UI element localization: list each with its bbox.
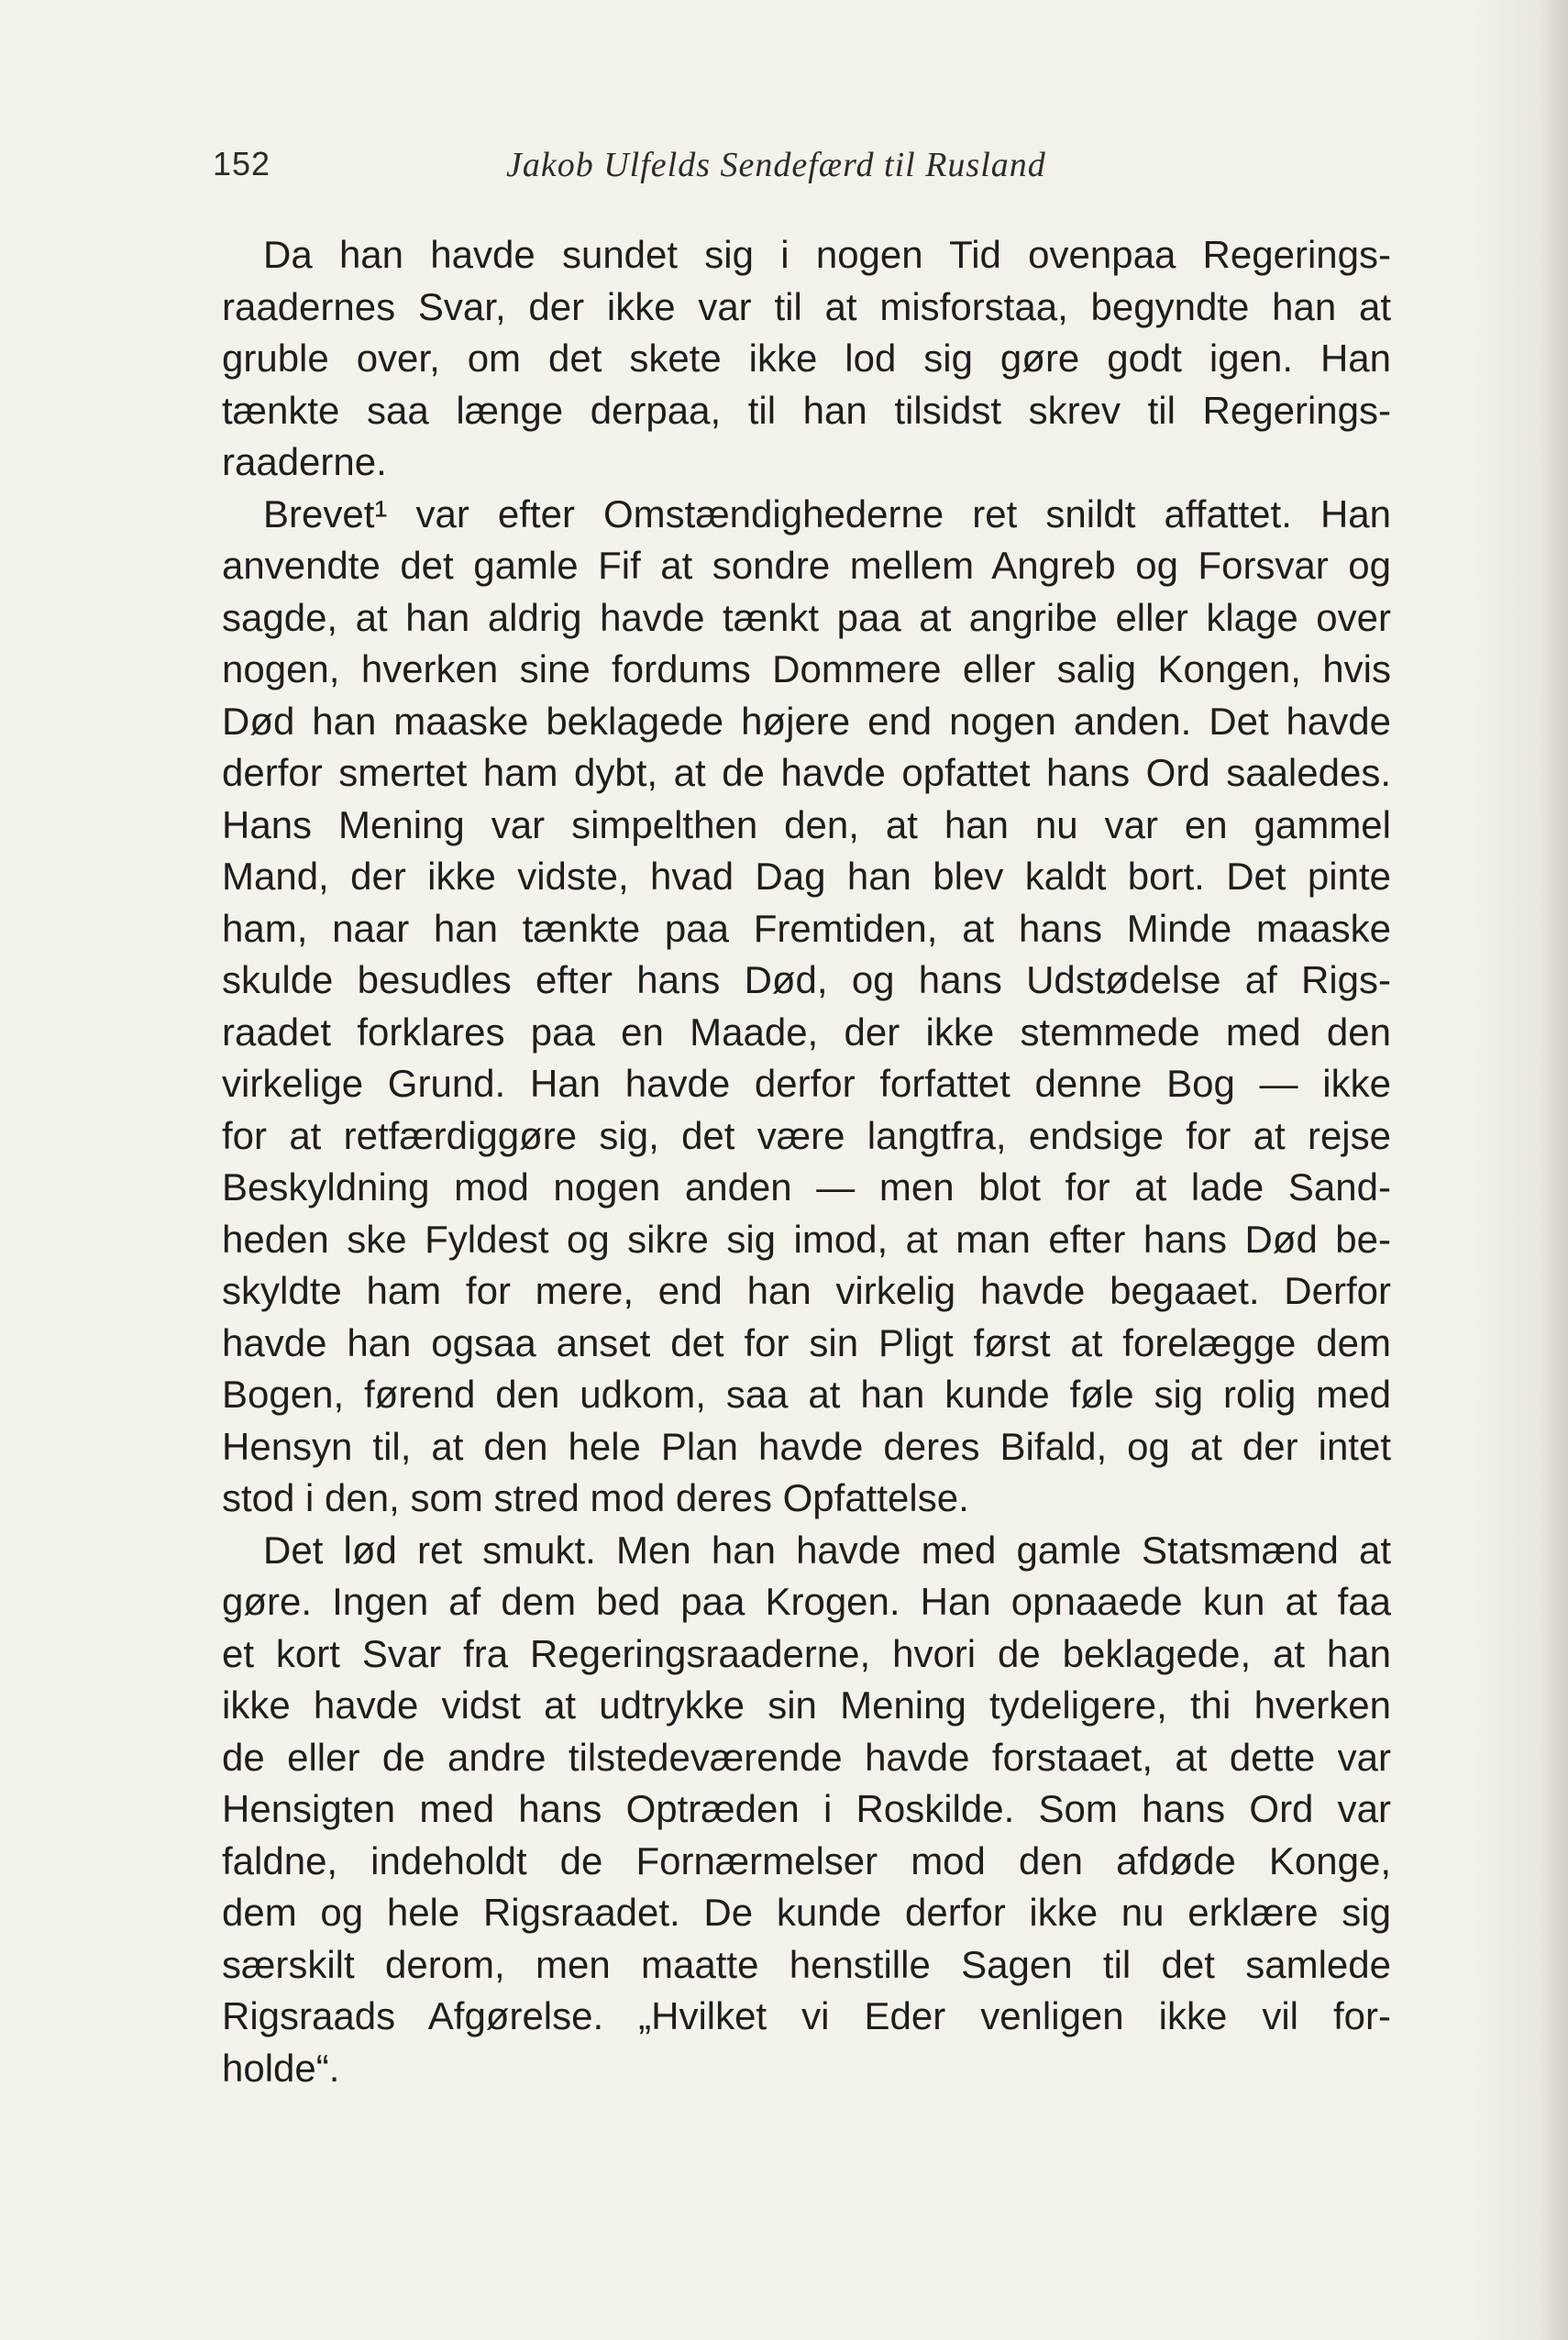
text-line: særskilt derom, men maatte henstille Sagen til det samlede [222, 1942, 1391, 1986]
text-line: Hensigten med hans Optræden i Roskilde. Som hans Ord var [222, 1787, 1391, 1830]
text-line: Da han havde sundet sig i nogen Tid ovenpaa Regerings- [263, 233, 1391, 276]
text-line: Hensyn til, at den hele Plan havde deres Bifald, og at der intet [222, 1424, 1391, 1468]
text-line: havde han ogsaa anset det for sin Pligt først at forelægge dem [222, 1320, 1391, 1364]
text-line: de eller de andre tilstedeværende havde forstaaet, at dette var [222, 1735, 1391, 1779]
text-line: dem og hele Rigsraadet. De kunde derfor ikke nu erklære sig [222, 1891, 1391, 1934]
text-line: holde“. [222, 2046, 340, 2090]
text-line: skyldte ham for mere, end han virkelig havde begaaet. Derfor [222, 1269, 1391, 1312]
text-line: Mand, der ikke vidste, hvad Dag han blev kaldt bort. Det pinte [222, 855, 1391, 898]
text-line: raaderne. [222, 440, 387, 483]
text-line: et kort Svar fra Regeringsraaderne, hvori de beklagede, at han [222, 1631, 1391, 1675]
text-line: sagde, at han aldrig havde tænkt paa at angribe eller klage over [222, 595, 1391, 639]
text-line: for at retfærdiggøre sig, det være langtfra, endsige for at rejse [222, 1113, 1391, 1157]
text-line: Bogen, førend den udkom, saa at han kunde føle sig rolig med [222, 1373, 1391, 1416]
running-title: Jakob Ulfelds Sendefærd til Rusland [506, 146, 1046, 184]
text-line: stod i den, som stred mod deres Opfattelse. [222, 1476, 969, 1519]
page-edge-shadow [1540, 0, 1568, 2340]
text-line: tænkte saa længe derpaa, til han tilsidst skrev til Regerings- [222, 388, 1391, 432]
text-line: Hans Mening var simpelthen den, at han nu var en gammel [222, 802, 1391, 846]
body-text [222, 229, 1391, 2094]
text-line: faldne, indeholdt de Fornærmelser mod den afdøde Konge, [222, 1838, 1391, 1882]
text-line: virkelige Grund. Han havde derfor forfattet denne Bog — ikke [222, 1062, 1391, 1105]
text-line: derfor smertet ham dybt, at de havde opfattet hans Ord saaledes. [222, 751, 1391, 794]
text-line: ikke havde vidst at udtrykke sin Mening tydeligere, thi hverken [222, 1683, 1391, 1727]
text-line: nogen, hverken sine fordums Dommere eller salig Kongen, hvis [222, 647, 1391, 690]
text-line: anvendte det gamle Fif at sondre mellem Angreb og Forsvar og [222, 544, 1391, 587]
text-line: skulde besudles efter hans Død, og hans Udstødelse af Rigs- [222, 958, 1391, 1001]
text-line: gruble over, om det skete ikke lod sig gøre godt igen. Han [222, 337, 1391, 380]
text-line: Det lød ret smukt. Men han havde med gamle Statsmænd at [263, 1528, 1391, 1572]
text-line: Død han maaske beklagede højere end nogen anden. Det havde [222, 699, 1391, 743]
text-line: heden ske Fyldest og sikre sig imod, at man efter hans Død be- [222, 1217, 1391, 1261]
page-number: 152 [213, 145, 271, 182]
text-line: gøre. Ingen af dem bed paa Krogen. Han opnaaede kun at faa [222, 1580, 1391, 1623]
text-line: Brevet¹ var efter Omstændighederne ret snildt affattet. Han [263, 491, 1391, 535]
text-line: Beskyldning mod nogen anden — men blot for at lade Sand- [222, 1165, 1391, 1209]
text-line: Rigsraads Afgørelse. „Hvilket vi Eder venligen ikke vil for- [222, 1994, 1391, 2037]
text-line: raadernes Svar, der ikke var til at misforstaa, begyndte han at [222, 284, 1391, 328]
running-head [213, 145, 1396, 200]
text-line: raadet forklares paa en Maade, der ikke stemmede med den [222, 1010, 1391, 1054]
text-line: ham, naar han tænkte paa Fremtiden, at hans Minde maaske [222, 906, 1391, 950]
